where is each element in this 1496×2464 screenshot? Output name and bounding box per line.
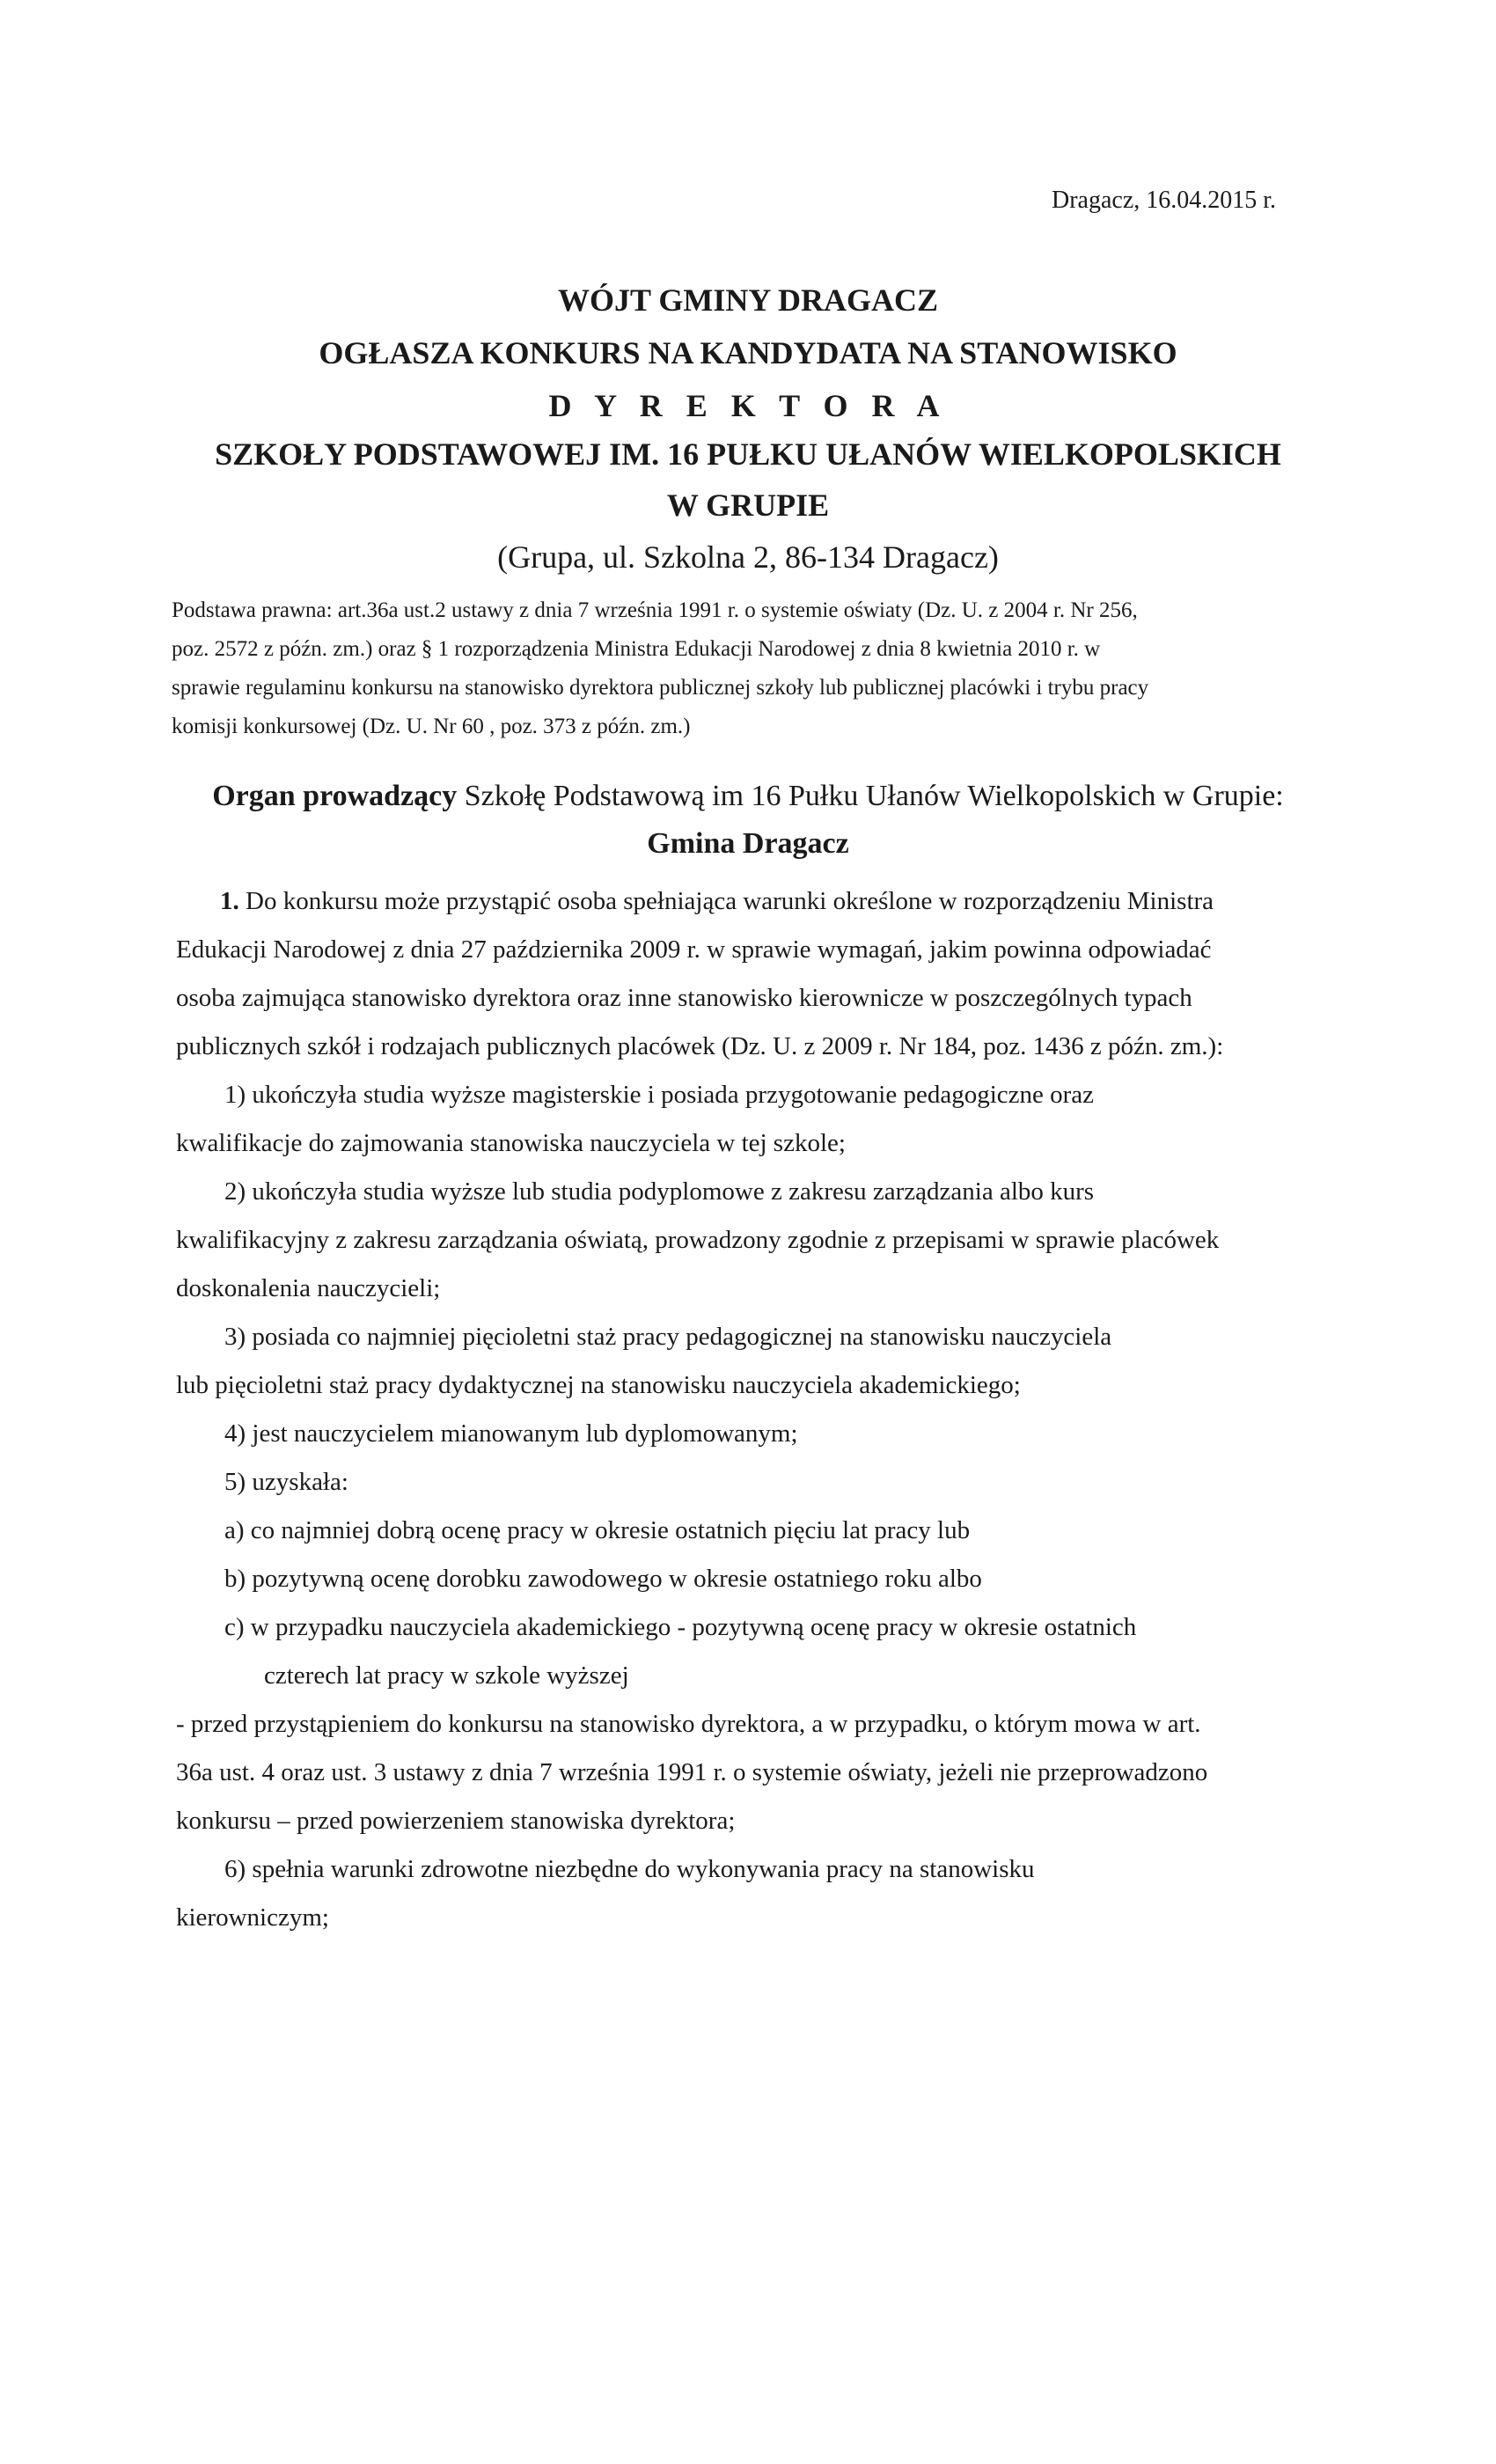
item-1-line-1: 1) ukończyła studia wyższe magisterskie i posiada przygotowanie pedagogiczne oraz bbox=[224, 1081, 1095, 1109]
section-1-line-1 bbox=[220, 887, 1214, 916]
title-line-5: W GRUPIE bbox=[666, 488, 830, 523]
legal-basis-line-4: komisji konkursowej (Dz. U. Nr 60 , poz. 373 z późn. zm.) bbox=[172, 715, 691, 738]
legal-basis-line-3: sprawie regulaminu konkursu na stanowisko dyrektora publicznej szkoły lub publicznej placówki i trybu pracy bbox=[172, 676, 1149, 700]
organ-line bbox=[0, 780, 1496, 813]
item-5c-line-2: czterech lat pracy w szkole wyższej bbox=[264, 1661, 629, 1690]
title-line-3: D Y R E K T O R A bbox=[548, 388, 948, 423]
item-2-line-2: kwalifikacyjny z zakresu zarządzania oświatą, prowadzony zgodnie z przepisami w sprawie placówek bbox=[176, 1226, 1220, 1254]
paragraph-line-3: konkursu – przed powierzeniem stanowiska dyrektora; bbox=[176, 1807, 736, 1835]
item-3-line-2: lub pięcioletni staż pracy dydaktycznej na stanowisku nauczyciela akademickiego; bbox=[176, 1371, 1021, 1399]
item-4: 4) jest nauczycielem mianowanym lub dyplomowanym; bbox=[224, 1419, 798, 1448]
organ-name: Gmina Dragacz bbox=[647, 827, 849, 860]
item-5a: a) co najmniej dobrą ocenę pracy w okresie ostatnich pięciu lat pracy lub bbox=[224, 1516, 971, 1544]
organ-text: Szkołę Podstawową im 16 Pułku Ułanów Wielkopolskich w Grupie: bbox=[457, 780, 1284, 812]
organ-label: Organ prowadzący bbox=[212, 780, 458, 812]
item-2-line-1: 2) ukończyła studia wyższe lub studia podyplomowe z zakresu zarządzania albo kurs bbox=[224, 1177, 1095, 1206]
document-date: Dragacz, 16.04.2015 r. bbox=[1052, 187, 1277, 214]
legal-basis-line-1: Podstawa prawna: art.36a ust.2 ustawy z dnia 7 września 1991 r. o systemie oświaty (Dz. U. z 2004 r. Nr 256, bbox=[172, 598, 1138, 622]
school-address: (Grupa, ul. Szkolna 2, 86-134 Dragacz) bbox=[497, 539, 999, 575]
item-5: 5) uzyskała: bbox=[224, 1468, 348, 1496]
section-1-text: Do konkursu może przystąpić osoba spełniająca warunki określone w rozporządzeniu Ministra bbox=[238, 887, 1214, 915]
item-3-line-1: 3) posiada co najmniej pięcioletni staż pracy pedagogicznej na stanowisku nauczyciela bbox=[224, 1323, 1112, 1351]
legal-basis-line-2: poz. 2572 z późn. zm.) oraz § 1 rozporządzenia Ministra Edukacji Narodowej z dnia 8 kwietnia 2010 r. w bbox=[172, 637, 1101, 661]
section-1-line-3: osoba zajmująca stanowisko dyrektora oraz inne stanowisko kierownicze w poszczególnych typach bbox=[176, 984, 1192, 1012]
paragraph-line-1: - przed przystąpieniem do konkursu na stanowisko dyrektora, a w przypadku, o którym mowa w art. bbox=[176, 1710, 1201, 1738]
item-1-line-2: kwalifikacje do zajmowania stanowiska nauczyciela w tej szkole; bbox=[176, 1129, 846, 1157]
section-1-line-4: publicznych szkół i rodzajach publicznych placówek (Dz. U. z 2009 r. Nr 184, poz. 1436 z późn. zm.): bbox=[176, 1032, 1224, 1060]
section-1-line-2: Edukacji Narodowej z dnia 27 października 2009 r. w sprawie wymagań, jakim powinna odpowiadać bbox=[176, 935, 1212, 964]
section-number: 1. bbox=[220, 887, 239, 915]
title-line-4: SZKOŁY PODSTAWOWEJ IM. 16 PUŁKU UŁANÓW WIELKOPOLSKICH bbox=[215, 436, 1281, 472]
paragraph-line-2: 36a ust. 4 oraz ust. 3 ustawy z dnia 7 września 1991 r. o systemie oświaty, jeżeli nie przeprowadzono bbox=[176, 1758, 1208, 1786]
title-line-2: OGŁASZA KONKURS NA KANDYDATA NA STANOWISKO bbox=[319, 335, 1177, 370]
item-2-line-3: doskonalenia nauczycieli; bbox=[176, 1274, 441, 1302]
item-6-line-1: 6) spełnia warunki zdrowotne niezbędne do wykonywania pracy na stanowisku bbox=[224, 1855, 1035, 1883]
item-5c-line-1: c) w przypadku nauczyciela akademickiego - pozytywną ocenę pracy w okresie ostatnich bbox=[224, 1613, 1137, 1641]
item-6-line-2: kierowniczym; bbox=[176, 1903, 329, 1932]
item-5b: b) pozytywną ocenę dorobku zawodowego w okresie ostatniego roku albo bbox=[224, 1565, 982, 1593]
title-line-1: WÓJT GMINY DRAGACZ bbox=[557, 282, 939, 318]
